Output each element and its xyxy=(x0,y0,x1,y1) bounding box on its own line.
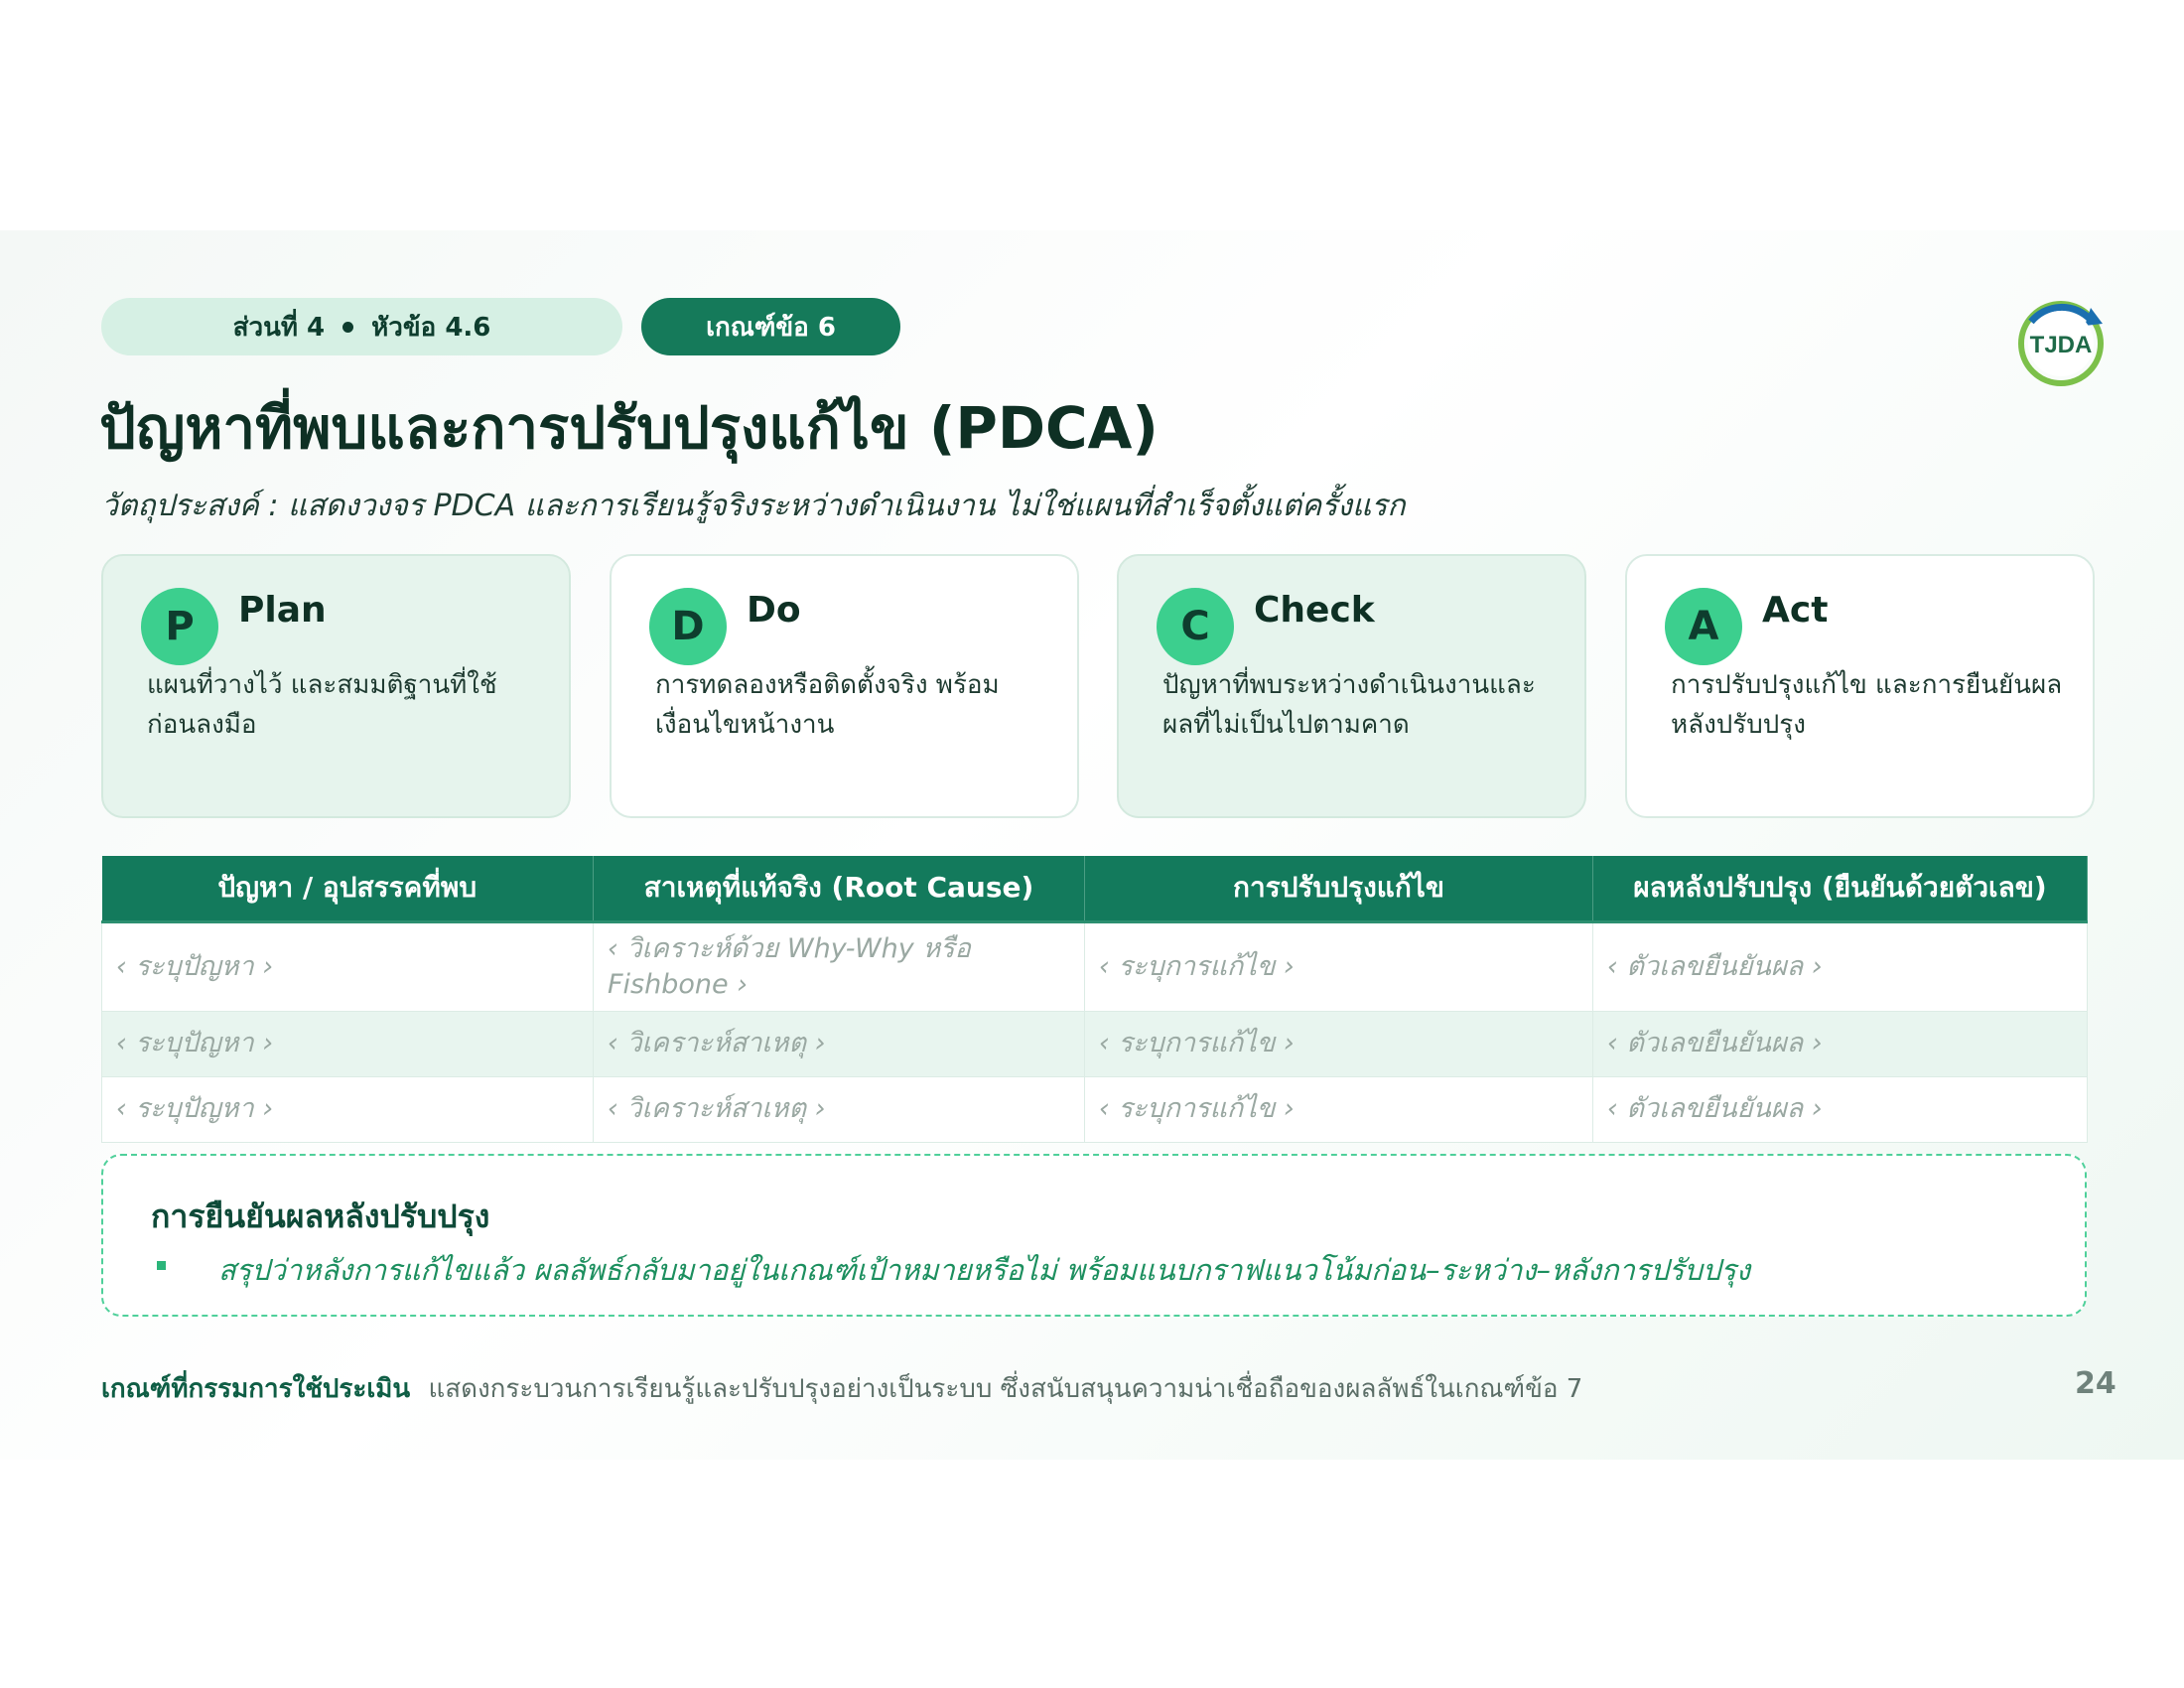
bullet-dot-icon xyxy=(342,322,353,333)
page-number: 24 xyxy=(2075,1366,2116,1401)
table-cell[interactable]: ‹ ระบุปัญหา › xyxy=(102,921,594,1011)
card-description: การปรับปรุงแก้ไข และการยืนยันผลหลังปรับปรุง xyxy=(1671,670,2063,740)
table-cell[interactable]: ‹ ระบุปัญหา › xyxy=(102,1011,594,1076)
verification-box xyxy=(101,1154,2087,1317)
table-header-cell: การปรับปรุงแก้ไข xyxy=(1085,856,1593,921)
card-title: Act xyxy=(1762,590,1829,631)
table-header-cell: ปัญหา / อุปสรรคที่พบ xyxy=(102,856,594,921)
verification-title: การยืนยันผลหลังปรับปรุง xyxy=(151,1197,490,1235)
verification-text[interactable]: สรุปว่าหลังการแก้ไขแล้ว ผลลัพธ์กลับมาอยู่ในเกณฑ์เป้าหมายหรือไม่ พร้อมแนบกราฟแนวโน้มก่อน–ระหว่าง–หลังการปรับปรุง xyxy=(218,1253,1751,1287)
table-cell[interactable]: ‹ ตัวเลขยืนยันผล › xyxy=(1593,1011,2088,1076)
section-label: ส่วนที่ 4 xyxy=(232,312,326,343)
table-cell[interactable]: ‹ ระบุการแก้ไข › xyxy=(1085,921,1593,1011)
table-cell[interactable]: ‹ วิเคราะห์ด้วย Why-Why หรือ Fishbone › xyxy=(594,921,1085,1011)
slide xyxy=(0,230,2184,1460)
table-cell[interactable]: ‹ ตัวเลขยืนยันผล › xyxy=(1593,1076,2088,1142)
footer-label: เกณฑ์ที่กรรมการใช้ประเมิน xyxy=(101,1374,411,1404)
page-subtitle: วัตถุประสงค์ : แสดงวงจร PDCA และการเรียนรู้จริงระหว่างดำเนินงาน ไม่ใช่แผนที่สำเร็จตั้งแต่ครั้งแรก xyxy=(101,489,1406,523)
card-badge: P xyxy=(141,588,218,665)
logo-text: TJDA xyxy=(2029,332,2093,358)
page-title: ปัญหาที่พบและการปรับปรุงแก้ไข (PDCA) xyxy=(99,394,1159,462)
table-cell[interactable]: ‹ ระบุการแก้ไข › xyxy=(1085,1076,1593,1142)
table-header-cell: ผลหลังปรับปรุง (ยืนยันด้วยตัวเลข) xyxy=(1593,856,2088,921)
improvement-table xyxy=(101,856,2088,1143)
table-cell[interactable]: ‹ ระบุการแก้ไข › xyxy=(1085,1011,1593,1076)
card-badge: C xyxy=(1157,588,1234,665)
card-title: Do xyxy=(747,590,801,631)
card-description: แผนที่วางไว้ และสมมติฐานที่ใช้ก่อนลงมือ xyxy=(147,670,497,740)
table-cell[interactable]: ‹ วิเคราะห์สาเหตุ › xyxy=(594,1011,1085,1076)
card-badge: D xyxy=(649,588,727,665)
table-header-cell: สาเหตุที่แท้จริง (Root Cause) xyxy=(594,856,1085,921)
section-pill xyxy=(101,298,622,355)
footer-text: แสดงกระบวนการเรียนรู้และปรับปรุงอย่างเป็นระบบ ซึ่งสนับสนุนความน่าเชื่อถือของผลลัพธ์ในเกณฑ์ข้อ 7 xyxy=(428,1374,1583,1404)
criteria-pill xyxy=(641,298,900,355)
footer xyxy=(101,1368,1582,1409)
criteria-label: เกณฑ์ข้อ 6 xyxy=(706,312,836,343)
card-plan xyxy=(101,554,571,818)
card-do xyxy=(610,554,1079,818)
square-bullet-icon xyxy=(157,1261,166,1270)
table-cell[interactable]: ‹ ระบุปัญหา › xyxy=(102,1076,594,1142)
card-description: การทดลองหรือติดตั้งจริง พร้อมเงื่อนไขหน้างาน xyxy=(655,670,1000,740)
table-cell[interactable]: ‹ วิเคราะห์สาเหตุ › xyxy=(594,1076,1085,1142)
card-act xyxy=(1625,554,2095,818)
tjda-logo xyxy=(2011,292,2111,391)
table-row xyxy=(102,1076,2088,1142)
table-cell[interactable]: ‹ ตัวเลขยืนยันผล › xyxy=(1593,921,2088,1011)
card-badge: A xyxy=(1665,588,1742,665)
card-check xyxy=(1117,554,1586,818)
card-title: Plan xyxy=(238,590,327,631)
table-header-row xyxy=(102,856,2088,921)
card-title: Check xyxy=(1254,590,1375,631)
table-row xyxy=(102,921,2088,1011)
table-row xyxy=(102,1011,2088,1076)
card-description: ปัญหาที่พบระหว่างดำเนินงานและผลที่ไม่เป็นไปตามคาด xyxy=(1162,670,1536,740)
topic-label: หัวข้อ 4.6 xyxy=(371,312,491,343)
